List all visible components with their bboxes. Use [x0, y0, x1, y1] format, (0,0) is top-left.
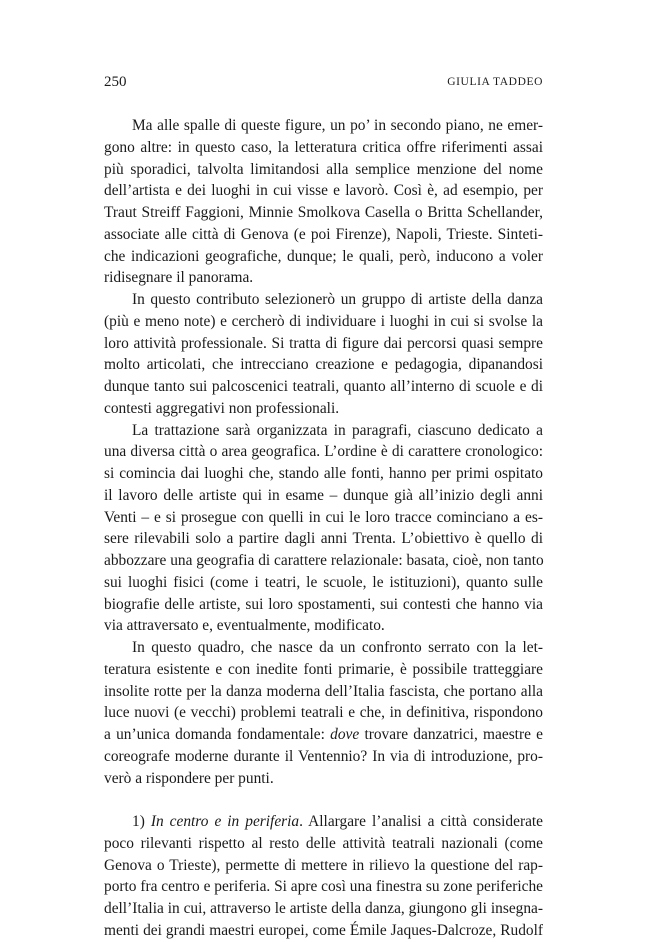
text-line: Ma alle spalle di queste figure, un po’ in secondo piano, ne emer-	[132, 117, 543, 134]
text-line: Venti – e si prosegue con quelli in cui le loro tracce cominciano a es-	[104, 508, 543, 526]
running-title: GIULIA TADDEO	[447, 76, 543, 88]
paragraph	[104, 289, 543, 420]
text-line: abbozzare una geografia di carattere relazionale: basata, cioè, non tanto	[104, 552, 544, 569]
section-heading-line	[104, 811, 543, 833]
page-number: 250	[104, 74, 127, 90]
text-line: molto articolati, che intrecciano creazione e pedagogia, dipanandosi	[104, 356, 543, 374]
text-line: più sporadici, talvolta limitandosi alla semplice menzione del nome	[104, 160, 543, 178]
paragraph	[104, 637, 543, 789]
text-line: dell’Italia in cui, attraverso le artiste della danza, giungono gli insegna-	[104, 900, 543, 917]
text-line: menti dei grandi maestri europei, come Émile Jaques-Dalcroze, Rudolf	[104, 921, 543, 939]
text-line: dell’artista e dei luoghi in cui visse e lavorò. Così è, ad esempio, per	[104, 182, 543, 200]
text-line: Genova o Trieste), permette di mettere in rilievo la questione del rap-	[104, 856, 543, 874]
text-line: In questo quadro, che nasce da un confronto serrato con la let-	[132, 639, 543, 656]
text-line: La trattazione sarà organizzata in paragrafi, ciascuno dedicato a	[132, 421, 543, 439]
text-line: insolite rotte per la danza moderna dell’Italia fascista, che portano alla	[104, 682, 543, 700]
text-line-with-emphasis	[104, 724, 543, 746]
text-line: sui luoghi fisici (come i teatri, le scuole, le istituzioni), quanto sulle	[104, 573, 543, 591]
paragraph	[104, 420, 543, 638]
text-line: contesti aggregativi non professionali.	[104, 399, 340, 417]
section-gap	[104, 789, 543, 811]
text-line: ridisegnare il panorama.	[104, 269, 254, 287]
text-line: luce nuovi (e vecchi) problemi teatrali e che, in definitiva, rispondono	[104, 704, 543, 722]
text-line: una diversa città o area geografica. L’ordine è di carattere cronologico:	[104, 443, 543, 461]
running-head	[104, 73, 543, 91]
text-line: via attraversato e, eventualmente, modificato.	[104, 617, 385, 635]
text-line: coreografe moderne durante il Ventennio? In via di introduzione, pro-	[104, 747, 543, 765]
text-run: a un’unica domanda fondamentale:	[104, 726, 331, 743]
text-run: trovare danzatrici, maestre e	[359, 726, 543, 743]
paragraph	[104, 115, 543, 289]
text-line: sere rilevabili solo a partire dagli anni Trenta. L’obiettivo è quello di	[104, 530, 543, 548]
text-line: Traut Streiff Faggioni, Minnie Smolkova Casella o Britta Schellander,	[104, 204, 543, 221]
text-line: verò a rispondere per punti.	[104, 769, 274, 787]
section-paragraph	[104, 811, 543, 942]
section-title: In centro e in periferia	[150, 813, 300, 830]
text-line: biografie delle artiste, sui loro spostamenti, sui contesti che hanno via	[104, 595, 543, 613]
text-line: il lavoro delle artiste qui in esame – dunque già all’inizio degli anni	[104, 486, 543, 504]
text-line: poco rilevanti rispetto al resto delle attività teatrali nazionali (come	[104, 834, 543, 852]
text-line: teratura esistente e con inedite fonti primarie, è possibile tratteggiare	[104, 660, 543, 678]
text-line: gono altre: in questo caso, la letteratura critica offre riferimenti assai	[104, 138, 543, 156]
section-number: 1)	[132, 813, 151, 830]
body-text	[104, 115, 543, 942]
text-line: In questo contributo selezionerò un gruppo di artiste della danza	[132, 291, 543, 308]
emphasis-word: dove	[330, 726, 360, 743]
text-line: porto fra centro e periferia. Si apre così una finestra su zone periferiche	[104, 878, 543, 896]
text-line: dunque tanto sui palcoscenici teatrali, quanto all’interno di scuole e di	[104, 378, 543, 395]
text-line: associate alle città di Genova (e poi Firenze), Napoli, Trieste. Sinteti-	[104, 225, 543, 243]
text-line: che indicazioni geografiche, dunque; le quali, però, inducono a voler	[104, 247, 543, 265]
text-run: . Allargare l’analisi a città considerate	[299, 813, 544, 830]
text-line: loro attività professionale. Si tratta di figure dai percorsi quasi sempre	[104, 334, 543, 352]
text-line: (più e meno note) e cercherò di individuare i luoghi in cui si svolse la	[104, 312, 543, 330]
text-line: si comincia dai luoghi che, stando alle fonti, hanno per primi ospitato	[104, 465, 543, 482]
